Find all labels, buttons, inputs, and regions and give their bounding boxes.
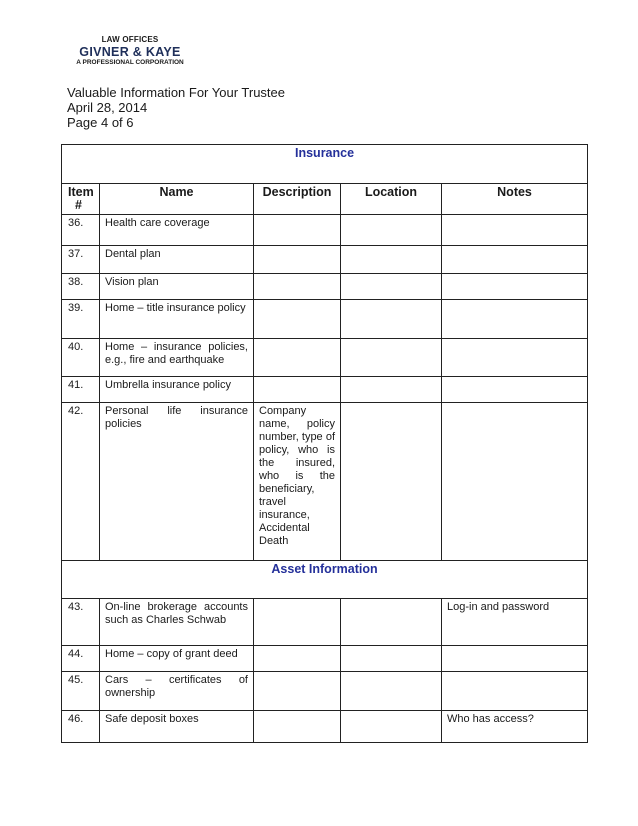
firm-name: GIVNER & KAYE [79, 45, 181, 59]
item-number: 42. [62, 403, 100, 561]
item-location [341, 646, 442, 672]
item-notes: Who has access? [442, 711, 588, 743]
table-row [62, 246, 588, 274]
table-row [62, 711, 588, 743]
item-location [341, 599, 442, 646]
item-name: Health care coverage [100, 215, 254, 246]
item-number: 36. [62, 215, 100, 246]
item-location [341, 403, 442, 561]
item-description [254, 377, 341, 403]
col-header-item: Item # [62, 184, 100, 215]
item-name: Safe deposit boxes [100, 711, 254, 743]
item-name: Vision plan [100, 274, 254, 300]
item-number: 41. [62, 377, 100, 403]
page-number: Page 4 of 6 [67, 115, 134, 130]
item-location [341, 711, 442, 743]
table-row [62, 403, 588, 561]
item-location [341, 246, 442, 274]
table-row [62, 646, 588, 672]
col-header-name: Name [100, 184, 254, 215]
item-number: 45. [62, 672, 100, 711]
table-row [62, 339, 588, 377]
item-notes [442, 300, 588, 339]
item-description: Company name, policy number, type of policy, who is the insured, who is the beneficiary, travel insurance, Accidental Death [254, 403, 341, 561]
col-header-location: Location [341, 184, 442, 215]
item-description [254, 215, 341, 246]
item-description [254, 274, 341, 300]
column-header-row [62, 184, 588, 215]
col-header-description: Description [254, 184, 341, 215]
item-location [341, 215, 442, 246]
document-heading [67, 85, 285, 130]
table-row [62, 300, 588, 339]
item-name: Home – insurance policies, e.g., fire and earthquake [100, 339, 254, 377]
item-number: 44. [62, 646, 100, 672]
item-description [254, 646, 341, 672]
item-notes [442, 215, 588, 246]
table-row [62, 377, 588, 403]
section-title-assets: Asset Information [62, 561, 588, 599]
item-number: 37. [62, 246, 100, 274]
item-name: On-line brokerage accounts such as Charles Schwab [100, 599, 254, 646]
item-notes [442, 246, 588, 274]
col-header-notes: Notes [442, 184, 588, 215]
item-description [254, 599, 341, 646]
document-title: Valuable Information For Your Trustee [67, 85, 285, 100]
item-name: Home – copy of grant deed [100, 646, 254, 672]
item-notes [442, 274, 588, 300]
item-description [254, 672, 341, 711]
table-row [62, 599, 588, 646]
section-header-assets [62, 561, 588, 599]
table-row [62, 215, 588, 246]
item-notes [442, 377, 588, 403]
trustee-info-table [61, 144, 588, 743]
letterhead-top-line: LAW OFFICES [101, 35, 159, 44]
item-notes [442, 672, 588, 711]
item-number: 46. [62, 711, 100, 743]
item-location [341, 377, 442, 403]
item-location [341, 274, 442, 300]
item-notes [442, 339, 588, 377]
item-description [254, 339, 341, 377]
letterhead [70, 35, 190, 66]
item-location [341, 300, 442, 339]
item-notes: Log-in and password [442, 599, 588, 646]
item-number: 40. [62, 339, 100, 377]
item-description [254, 711, 341, 743]
section-header-insurance [62, 145, 588, 184]
item-name: Umbrella insurance policy [100, 377, 254, 403]
item-number: 43. [62, 599, 100, 646]
document-date: April 28, 2014 [67, 100, 148, 115]
item-location [341, 672, 442, 711]
item-notes [442, 403, 588, 561]
firm-subtitle: A PROFESSIONAL CORPORATION [76, 59, 184, 66]
item-number: 38. [62, 274, 100, 300]
section-title-insurance: Insurance [62, 145, 588, 184]
table-row [62, 274, 588, 300]
table-row [62, 672, 588, 711]
item-name: Home – title insurance policy [100, 300, 254, 339]
item-name: Cars – certificates of ownership [100, 672, 254, 711]
item-name: Personal life insurance policies [100, 403, 254, 561]
item-number: 39. [62, 300, 100, 339]
item-name: Dental plan [100, 246, 254, 274]
item-location [341, 339, 442, 377]
item-description [254, 300, 341, 339]
item-description [254, 246, 341, 274]
item-notes [442, 646, 588, 672]
